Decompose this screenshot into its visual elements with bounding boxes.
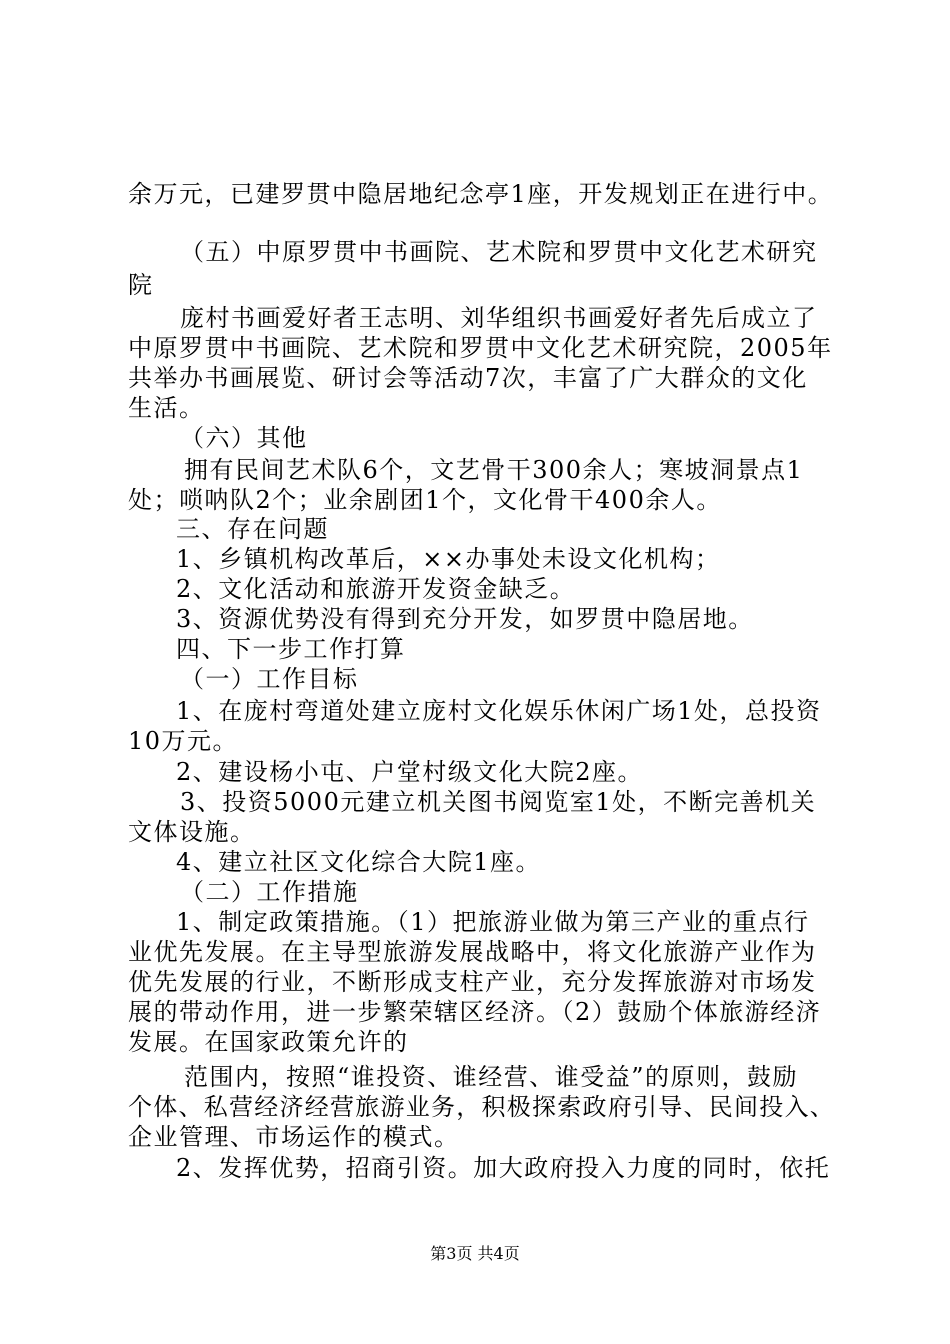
text-line: 10万元。 <box>128 727 239 755</box>
text-line: 3、资源优势没有得到充分开发，如罗贯中隐居地。 <box>176 605 754 633</box>
section-heading: （一）工作目标 <box>180 665 359 693</box>
text-line: 庞村书画爱好者王志明、刘华组织书画爱好者先后成立了 <box>180 304 818 332</box>
text-line: 余万元，已建罗贯中隐居地纪念亭1座，开发规划正在进行中。 <box>128 180 834 208</box>
text-line: 2、发挥优势，招商引资。加大政府投入力度的同时，依托 <box>176 1154 831 1182</box>
text-line: 范围内，按照“谁投资、谁经营、谁受益”的原则，鼓励 <box>184 1063 799 1091</box>
text-line: 拥有民间艺术队6个，文艺骨干300余人；寒坡洞景点1 <box>184 456 804 484</box>
text-line: 1、在庞村弯道处建立庞村文化娱乐休闲广场1处，总投资 <box>176 697 822 725</box>
text-line: 3、投资5000元建立机关图书阅览室1处，不断完善机关 <box>180 788 817 816</box>
text-line: 1、乡镇机构改革后，××办事处未设文化机构； <box>176 545 721 573</box>
text-line: 中原罗贯中书画院、艺术院和罗贯中文化艺术研究院，2005年 <box>128 334 833 362</box>
text-line: 2、文化活动和旅游开发资金缺乏。 <box>176 575 576 603</box>
text-line: 文体设施。 <box>128 818 256 846</box>
section-heading: （五）中原罗贯中书画院、艺术院和罗贯中文化艺术研究 <box>180 238 818 266</box>
text-line: 个体、私营经济经营旅游业务，积极探索政府引导、民间投入、 <box>128 1093 835 1121</box>
section-heading: 四、下一步工作打算 <box>176 635 406 663</box>
text-line: 企业管理、市场运作的模式。 <box>128 1123 460 1151</box>
page-footer: 第3页 共4页 <box>430 1244 520 1263</box>
text-line: 优先发展的行业，不断形成支柱产业，充分发挥旅游对市场发 <box>128 968 817 996</box>
text-line: 共举办书画展览、研讨会等活动7次，丰富了广大群众的文化 <box>128 364 808 392</box>
text-line: 发展。在国家政策允许的 <box>128 1028 409 1056</box>
text-line: 1、制定政策措施。（1）把旅游业做为第三产业的重点行 <box>176 908 810 936</box>
section-heading: 三、存在问题 <box>176 515 329 543</box>
text-line: 院 <box>128 271 154 299</box>
text-line: 生活。 <box>128 394 205 422</box>
section-heading: （六）其他 <box>180 424 308 452</box>
text-line: 4、建立社区文化综合大院1座。 <box>176 848 542 876</box>
text-line: 业优先发展。在主导型旅游发展战略中，将文化旅游产业作为 <box>128 938 817 966</box>
text-line: 2、建设杨小屯、户堂村级文化大院2座。 <box>176 758 644 786</box>
text-line: 展的带动作用，进一步繁荣辖区经济。（2）鼓励个体旅游经济 <box>128 998 822 1026</box>
section-heading: （二）工作措施 <box>180 878 359 906</box>
text-line: 处；唢呐队2个；业余剧团1个，文化骨干400余人。 <box>128 486 722 514</box>
